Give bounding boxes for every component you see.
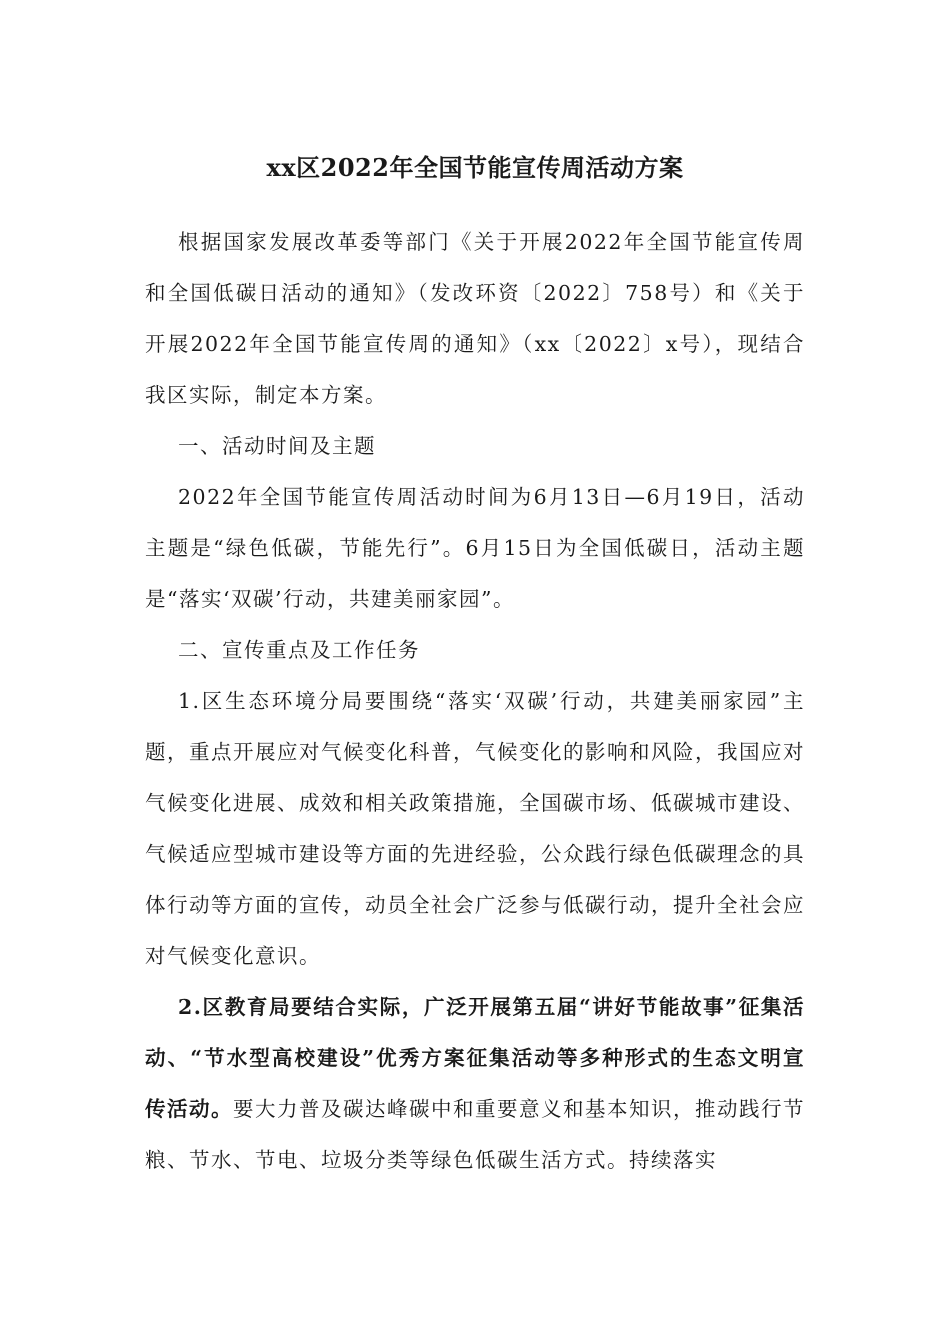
intro-paragraph: 根据国家发展改革委等部门《关于开展2022年全国节能宣传周和全国低碳日活动的通知》（发改环资〔2022〕758号）和《关于开展2022年全国节能宣传周的通知》（xx〔2022〕x号），现结合我区实际，制定本方案。: [145, 230, 805, 407]
document-body: [145, 217, 805, 1186]
task-item-2-bold: 2.区教育局要结合实际，广泛开展第五届“讲好节能故事”征集活动、“节水型高校建设”优秀方案征集活动等多种形式的生态文明宣传活动。: [145, 995, 805, 1121]
task-item-1: 1.区生态环境分局要围绕“落实‘双碳’行动，共建美丽家园”主题，重点开展应对气候变化科普，气候变化的影响和风险，我国应对气候变化进展、成效和相关政策措施，全国碳市场、低碳城市建设、气候适应型城市建设等方面的先进经验，公众践行绿色低碳理念的具体行动等方面的宣传，动员全社会广泛参与低碳行动，提升全社会应对气候变化意识。: [145, 689, 805, 968]
task-item-2: [145, 982, 805, 1186]
document-title: xx区2022年全国节能宣传周活动方案: [266, 153, 684, 182]
section-heading-1: 一、活动时间及主题: [178, 434, 376, 458]
section-1-paragraph: 2022年全国节能宣传周活动时间为6月13日—6月19日，活动主题是“绿色低碳，节能先行”。6月15日为全国低碳日，活动主题是“落实‘双碳’行动，共建美丽家园”。: [145, 485, 805, 611]
section-heading-2: 二、宣传重点及工作任务: [178, 638, 420, 662]
task-item-2-rest: 要大力普及碳达峰碳中和重要意义和基本知识，推动践行节粮、节水、节电、垃圾分类等绿色低碳生活方式。持续落实: [145, 1097, 805, 1172]
